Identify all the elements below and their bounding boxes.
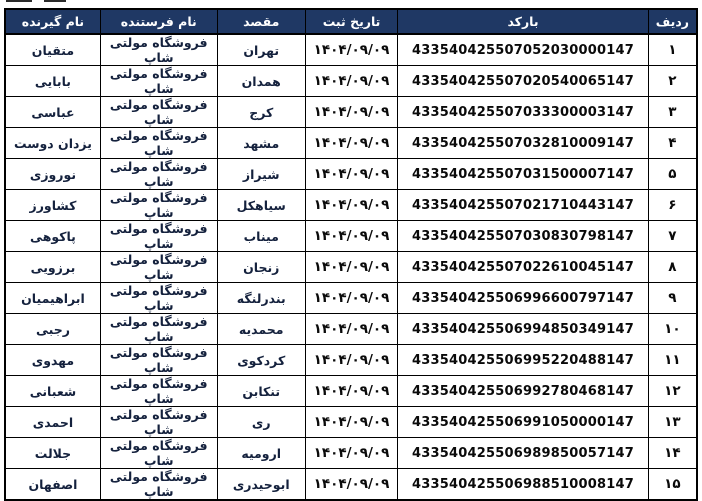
cell-value: کشاورز <box>29 197 77 213</box>
cell-value: 433540425506995220488147 <box>412 353 634 368</box>
table-row <box>5 190 697 221</box>
cell-value: ۱۳ <box>664 414 681 430</box>
cell-barcode <box>398 221 649 252</box>
cell-value: زنجان <box>243 259 280 275</box>
cell-receiver <box>5 190 100 221</box>
cell-value: یزدان دوست <box>14 135 92 151</box>
table-row <box>5 345 697 376</box>
table-row <box>5 314 697 345</box>
cell-row-no <box>648 345 697 376</box>
cell-value: 433540425506996600797147 <box>412 291 634 306</box>
cell-value: ۱۱ <box>664 352 681 368</box>
cell-destination <box>217 66 305 97</box>
cell-value: نوروزی <box>29 166 77 182</box>
cell-value: ۱۴۰۴/۰۹/۰۹ <box>313 352 390 368</box>
cell-value: ۱۴۰۴/۰۹/۰۹ <box>313 321 390 337</box>
column-header-receiver: نام گیرنده <box>5 9 100 34</box>
cell-value: 433540425507052030000147 <box>412 43 634 58</box>
cell-value: ۳ <box>668 104 677 120</box>
cell-receiver <box>5 221 100 252</box>
cell-destination <box>217 438 305 469</box>
cell-destination <box>217 34 305 66</box>
cell-barcode <box>398 438 649 469</box>
cell-destination <box>217 376 305 407</box>
cell-date <box>305 34 397 66</box>
cell-value: ۶ <box>668 197 677 213</box>
cell-value: ۲ <box>668 73 677 89</box>
column-header-barcode: بارکد <box>398 9 649 34</box>
cell-row-no <box>648 159 697 190</box>
cell-barcode <box>398 159 649 190</box>
cell-sender <box>100 407 217 438</box>
cell-value: 433540425506994850349147 <box>412 322 634 337</box>
cell-row-no <box>648 66 697 97</box>
cell-value: رجبی <box>35 321 70 337</box>
header-row <box>5 9 697 34</box>
cell-sender <box>100 283 217 314</box>
table-row <box>5 407 697 438</box>
cell-date <box>305 438 397 469</box>
cell-value: ۱۴۰۴/۰۹/۰۹ <box>313 135 390 151</box>
cell-value: ۱۴۰۴/۰۹/۰۹ <box>313 197 390 213</box>
cell-value: ۴ <box>668 135 677 151</box>
cell-date <box>305 283 397 314</box>
cell-value: جلالت <box>34 445 72 461</box>
cell-value: ۱۴۰۴/۰۹/۰۹ <box>313 259 390 275</box>
cell-sender <box>100 252 217 283</box>
cell-receiver <box>5 376 100 407</box>
cell-value: برزویی <box>30 259 76 275</box>
cell-value: 433540425506988510008147 <box>412 477 634 492</box>
cropped-edge-artifact <box>6 0 32 2</box>
cell-row-no <box>648 438 697 469</box>
cell-value: ۱ <box>668 42 677 58</box>
cell-row-no <box>648 407 697 438</box>
cell-value: محمدیه <box>238 321 284 337</box>
cell-row-no <box>648 469 697 501</box>
cell-value: ۱۲ <box>664 383 681 399</box>
cell-value: ۱۴۰۴/۰۹/۰۹ <box>313 166 390 182</box>
table-row <box>5 283 697 314</box>
cell-sender <box>100 159 217 190</box>
cell-value: فروشگاه مولتی شاپ <box>109 283 208 313</box>
cell-value: ابراهیمیان <box>21 290 85 306</box>
cell-destination <box>217 469 305 501</box>
cell-value: تهران <box>243 42 280 58</box>
cell-date <box>305 128 397 159</box>
cell-barcode <box>398 66 649 97</box>
cell-barcode <box>398 252 649 283</box>
cell-row-no <box>648 283 697 314</box>
cell-value: تنکابن <box>242 383 281 399</box>
cell-destination <box>217 252 305 283</box>
cell-value: 433540425507030830798147 <box>412 229 634 244</box>
cell-row-no <box>648 97 697 128</box>
cell-value: 433540425506989850057147 <box>412 446 634 461</box>
cell-value: ۱۴۰۴/۰۹/۰۹ <box>313 228 390 244</box>
cell-value: کردکوی <box>237 352 286 368</box>
cell-destination <box>217 283 305 314</box>
cell-barcode <box>398 469 649 501</box>
parcels-table <box>4 8 698 501</box>
cell-sender <box>100 345 217 376</box>
cell-value: ۱۴۰۴/۰۹/۰۹ <box>313 383 390 399</box>
cell-value: ۱۴۰۴/۰۹/۰۹ <box>313 476 390 492</box>
cell-value: ۱۴۰۴/۰۹/۰۹ <box>313 414 390 430</box>
cell-value: ۱۴۰۴/۰۹/۰۹ <box>313 104 390 120</box>
cell-receiver <box>5 97 100 128</box>
cell-value: 433540425507020540065147 <box>412 74 634 89</box>
cell-receiver <box>5 159 100 190</box>
cell-value: فروشگاه مولتی شاپ <box>109 190 208 220</box>
cell-destination <box>217 190 305 221</box>
cell-date <box>305 345 397 376</box>
cell-destination <box>217 221 305 252</box>
table-row <box>5 97 697 128</box>
cell-value: فروشگاه مولتی شاپ <box>109 159 208 189</box>
cell-value: فروشگاه مولتی شاپ <box>109 66 208 96</box>
cell-sender <box>100 376 217 407</box>
cell-sender <box>100 314 217 345</box>
table-row <box>5 34 697 66</box>
cell-value: ری <box>251 414 271 430</box>
cell-value: 433540425507022610045147 <box>412 260 634 275</box>
cell-value: ۸ <box>668 259 677 275</box>
cell-value: ۹ <box>668 290 677 306</box>
cell-row-no <box>648 128 697 159</box>
cell-barcode <box>398 34 649 66</box>
cell-value: 433540425507033300003147 <box>412 105 634 120</box>
cell-value: شیراز <box>242 166 280 182</box>
cell-barcode <box>398 97 649 128</box>
cell-row-no <box>648 252 697 283</box>
cell-value: سیاهکل <box>236 197 286 213</box>
cell-barcode <box>398 283 649 314</box>
cell-value: میناب <box>243 228 279 244</box>
cell-value: 433540425507032810009147 <box>412 136 634 151</box>
cell-barcode <box>398 128 649 159</box>
table-row <box>5 376 697 407</box>
cell-receiver <box>5 128 100 159</box>
table-row <box>5 128 697 159</box>
cell-receiver <box>5 283 100 314</box>
cell-value: فروشگاه مولتی شاپ <box>109 128 208 158</box>
cell-date <box>305 314 397 345</box>
cell-date <box>305 190 397 221</box>
cell-value: ۵ <box>668 166 677 182</box>
column-header-row-no: ردیف <box>648 9 697 34</box>
cell-sender <box>100 128 217 159</box>
cell-sender <box>100 469 217 501</box>
cell-value: اصفهان <box>28 476 78 492</box>
cell-value: ۱۵ <box>664 476 681 492</box>
cell-value: 433540425507031500007147 <box>412 167 634 182</box>
cell-receiver <box>5 407 100 438</box>
cell-row-no <box>648 221 697 252</box>
cell-date <box>305 221 397 252</box>
cell-barcode <box>398 345 649 376</box>
table-row <box>5 221 697 252</box>
cell-value: عباسی <box>31 104 75 120</box>
cell-date <box>305 469 397 501</box>
column-header-destination: مقصد <box>217 9 305 34</box>
cell-value: کرج <box>249 104 274 120</box>
cell-value: متقیان <box>31 42 75 58</box>
cell-date <box>305 97 397 128</box>
cell-row-no <box>648 376 697 407</box>
cell-value: فروشگاه مولتی شاپ <box>109 314 208 344</box>
cell-sender <box>100 97 217 128</box>
cell-value: مشهد <box>243 135 280 151</box>
column-header-sender: نام فرستنده <box>100 9 217 34</box>
cell-value: ابوحیدری <box>232 476 290 492</box>
table-body <box>5 34 697 500</box>
cell-value: فروشگاه مولتی شاپ <box>109 438 208 468</box>
cell-value: مهدوی <box>31 352 75 368</box>
cell-value: بابایی <box>34 73 72 89</box>
cell-date <box>305 407 397 438</box>
cell-value: شعبانی <box>29 383 77 399</box>
cell-sender <box>100 34 217 66</box>
table-row <box>5 159 697 190</box>
cell-date <box>305 66 397 97</box>
cell-receiver <box>5 34 100 66</box>
cell-value: ۱۴۰۴/۰۹/۰۹ <box>313 290 390 306</box>
cell-sender <box>100 190 217 221</box>
cell-value: همدان <box>241 73 281 89</box>
cell-value: 433540425506992780468147 <box>412 384 634 399</box>
cell-sender <box>100 66 217 97</box>
cell-value: فروشگاه مولتی شاپ <box>109 221 208 251</box>
cell-destination <box>217 345 305 376</box>
cell-value: فروشگاه مولتی شاپ <box>109 407 208 437</box>
cell-barcode <box>398 376 649 407</box>
cell-row-no <box>648 190 697 221</box>
cell-receiver <box>5 345 100 376</box>
cell-destination <box>217 97 305 128</box>
cell-barcode <box>398 190 649 221</box>
cell-value: فروشگاه مولتی شاپ <box>109 345 208 375</box>
cell-date <box>305 159 397 190</box>
cell-value: ۷ <box>668 228 677 244</box>
cell-destination <box>217 159 305 190</box>
cell-value: ۱۴۰۴/۰۹/۰۹ <box>313 445 390 461</box>
cell-sender <box>100 221 217 252</box>
cell-date <box>305 252 397 283</box>
cell-value: 433540425507021710443147 <box>412 198 634 213</box>
cell-value: فروشگاه مولتی شاپ <box>109 97 208 127</box>
cell-value: ۱۴ <box>664 445 681 461</box>
cell-barcode <box>398 314 649 345</box>
table-row <box>5 438 697 469</box>
cell-value: فروشگاه مولتی شاپ <box>109 35 208 65</box>
cell-value: ۱۰ <box>664 321 681 337</box>
cell-destination <box>217 314 305 345</box>
cell-value: بندرلنگه <box>236 290 286 306</box>
cell-row-no <box>648 314 697 345</box>
cell-value: فروشگاه مولتی شاپ <box>109 252 208 282</box>
cropped-edge-artifact <box>44 0 66 2</box>
cell-receiver <box>5 66 100 97</box>
cell-value: ۱۴۰۴/۰۹/۰۹ <box>313 42 390 58</box>
cell-destination <box>217 128 305 159</box>
cell-value: ۱۴۰۴/۰۹/۰۹ <box>313 73 390 89</box>
cell-receiver <box>5 438 100 469</box>
cell-row-no <box>648 34 697 66</box>
cell-value: احمدی <box>32 414 74 430</box>
cell-barcode <box>398 407 649 438</box>
cell-value: ارومیه <box>241 445 282 461</box>
cell-receiver <box>5 252 100 283</box>
cell-value: پاکوهی <box>30 228 76 244</box>
column-header-date: تاریخ ثبت <box>305 9 397 34</box>
cell-receiver <box>5 314 100 345</box>
cell-date <box>305 376 397 407</box>
table-row <box>5 469 697 501</box>
cell-sender <box>100 438 217 469</box>
cell-value: فروشگاه مولتی شاپ <box>109 469 208 499</box>
cell-destination <box>217 407 305 438</box>
table-row <box>5 252 697 283</box>
table-header <box>5 9 697 34</box>
table-row <box>5 66 697 97</box>
cell-value: فروشگاه مولتی شاپ <box>109 376 208 406</box>
cell-value: 433540425506991050000147 <box>412 415 634 430</box>
cell-receiver <box>5 469 100 501</box>
